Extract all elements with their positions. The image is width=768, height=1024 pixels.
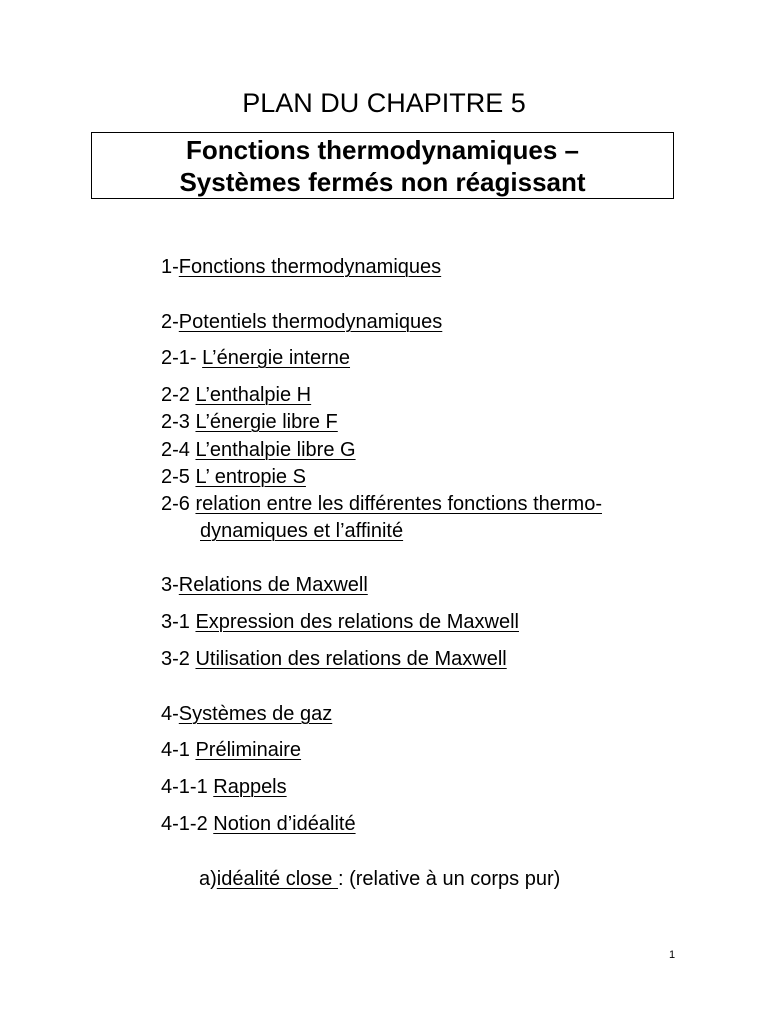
outline-text: Notion d’idéalité xyxy=(213,813,356,835)
outline-number: 4-1 xyxy=(161,739,196,761)
outline-text: Relations de Maxwell xyxy=(178,574,368,596)
outline-item-2-6 xyxy=(161,492,602,516)
outline-text: Systèmes de gaz xyxy=(178,703,333,725)
outline-item-2 xyxy=(161,310,442,334)
outline-item-2-3 xyxy=(161,410,338,434)
outline-text: L’ entropie S xyxy=(195,466,306,488)
outline-text: L’enthalpie H xyxy=(195,384,312,406)
outline-item-2-5 xyxy=(161,465,306,489)
outline-item-1 xyxy=(161,255,441,279)
outline-number: 3-1 xyxy=(161,611,196,633)
chapter-title-line-1: Fonctions thermodynamiques – xyxy=(186,135,579,165)
outline-item-4-1 xyxy=(161,738,301,762)
chapter-title-box xyxy=(91,132,674,199)
outline-number: 4-1-2 xyxy=(161,813,214,835)
outline-item-2-6-continuation xyxy=(200,519,403,543)
outline-text: Fonctions thermodynamiques xyxy=(178,256,442,278)
outline-text: Rappels xyxy=(213,776,287,798)
outline-item-3-2 xyxy=(161,647,507,671)
outline-item-4-1-2 xyxy=(161,812,356,836)
outline-number: 2-2 xyxy=(161,384,196,406)
outline-number: 2-3 xyxy=(161,411,196,433)
outline-number: 4-1-1 xyxy=(161,776,214,798)
outline-number: a) xyxy=(199,868,217,890)
outline-text: L’enthalpie libre G xyxy=(195,439,356,461)
outline-text: L’énergie interne xyxy=(202,347,351,369)
outline-number: 2-5 xyxy=(161,466,196,488)
chapter-title-line-2: Systèmes fermés non réagissant xyxy=(179,167,586,197)
outline-text: Utilisation des relations de Maxwell xyxy=(195,648,507,670)
outline-text: Expression des relations de Maxwell xyxy=(195,611,519,633)
outline-number: 3-2 xyxy=(161,648,196,670)
outline-suffix: : (relative à un corps pur) xyxy=(337,868,561,890)
outline-number: 2-1- xyxy=(161,347,203,369)
outline-number: 3- xyxy=(161,574,179,596)
outline-text: relation entre les différentes fonctions thermo- xyxy=(195,493,602,515)
outline-text: Préliminaire xyxy=(195,739,302,761)
outline-number: 2-4 xyxy=(161,439,196,461)
outline-text: idéalité close xyxy=(216,868,338,890)
outline-item-a xyxy=(199,867,560,891)
outline-item-2-4 xyxy=(161,438,356,462)
outline-number: 1- xyxy=(161,256,179,278)
outline-item-4-1-1 xyxy=(161,775,287,799)
outline-number: 4- xyxy=(161,703,179,725)
outline-item-3-1 xyxy=(161,610,519,634)
outline-text: Potentiels thermodynamiques xyxy=(178,311,443,333)
outline-text: L’énergie libre F xyxy=(195,411,338,433)
outline-number: 2-6 xyxy=(161,493,196,515)
outline-item-2-2 xyxy=(161,383,311,407)
outline-text: dynamiques et l’affinité xyxy=(200,520,404,542)
page-number: 1 xyxy=(668,949,676,961)
outline-item-4 xyxy=(161,702,332,726)
outline-item-3 xyxy=(161,573,368,597)
outline-item-2-1 xyxy=(161,346,350,370)
chapter-heading: PLAN DU CHAPITRE 5 xyxy=(242,88,526,118)
outline-number: 2- xyxy=(161,311,179,333)
